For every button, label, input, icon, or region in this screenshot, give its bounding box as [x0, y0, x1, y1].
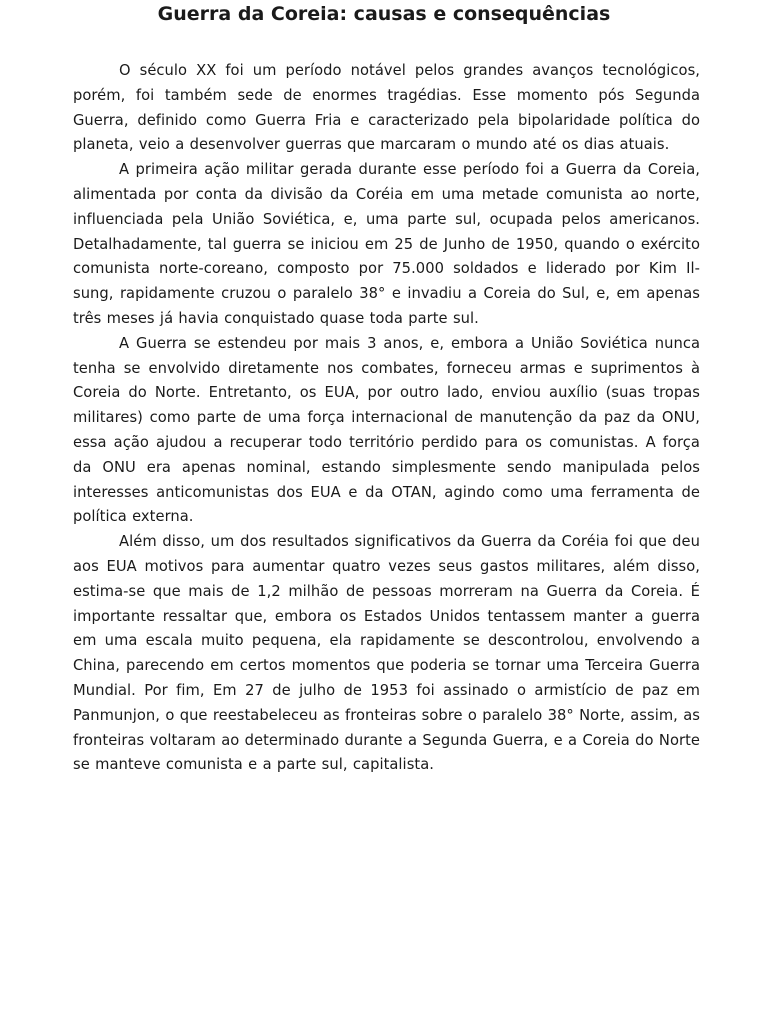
paragraph: O século XX foi um período notável pelos grandes avanços tecnológicos, porém, foi também sede de enormes tragédias. Esse momento pós Segunda Guerra, definido como Guerra Fria e caracterizado pela bipolaridade política do planeta, veio a desenvolver guerras que marcaram o mundo até os dias atuais.	[73, 62, 700, 154]
paragraph: A primeira ação militar gerada durante esse período foi a Guerra da Coreia, alimentada por conta da divisão da Coréia em uma metade comunista ao norte, influenciada pela União Soviética, e, uma parte sul, ocupada pelos americanos. Detalhadamente, tal guerra se iniciou em 25 de Junho de 1950, quando o exército comunista norte-coreano, composto por 75.000 soldados e liderado por Kim Il-sung, rapidamente cruzou o paralelo 38° e invadiu a Coreia do Sul, e, em apenas três meses já havia conquistado quase toda parte sul.	[73, 161, 700, 327]
document-body	[73, 59, 700, 778]
document-title: Guerra da Coreia: causas e consequências	[157, 3, 611, 25]
paragraph: A Guerra se estendeu por mais 3 anos, e, embora a União Soviética nunca tenha se envolvido diretamente nos combates, forneceu armas e suprimentos à Coreia do Norte. Entretanto, os EUA, por outro lado, enviou auxílio (suas tropas militares) como parte de uma força internacional de manutenção da paz da ONU, essa ação ajudou a recuperar todo território perdido para os comunistas. A força da ONU era apenas nominal, estando simplesmente sendo manipulada pelos interesses anticomunistas dos EUA e da OTAN, agindo como uma ferramenta de política externa.	[73, 334, 700, 526]
paragraph: Além disso, um dos resultados significativos da Guerra da Coréia foi que deu aos EUA motivos para aumentar quatro vezes seus gastos militares, além disso, estima-se que mais de 1,2 milhão de pessoas morreram na Guerra da Coreia. É importante ressaltar que, embora os Estados Unidos tentassem manter a guerra em uma escala muito pequena, ela rapidamente se descontrolou, envolvendo a China, parecendo em certos momentos que poderia se tornar uma Terceira Guerra Mundial. Por fim, Em 27 de julho de 1953 foi assinado o armistício de paz em Panmunjon, o que reestabeleceu as fronteiras sobre o paralelo 38° Norte, assim, as fronteiras voltaram ao determinado durante a Segunda Guerra, e a Coreia do Norte se manteve comunista e a parte sul, capitalista.	[73, 533, 700, 774]
